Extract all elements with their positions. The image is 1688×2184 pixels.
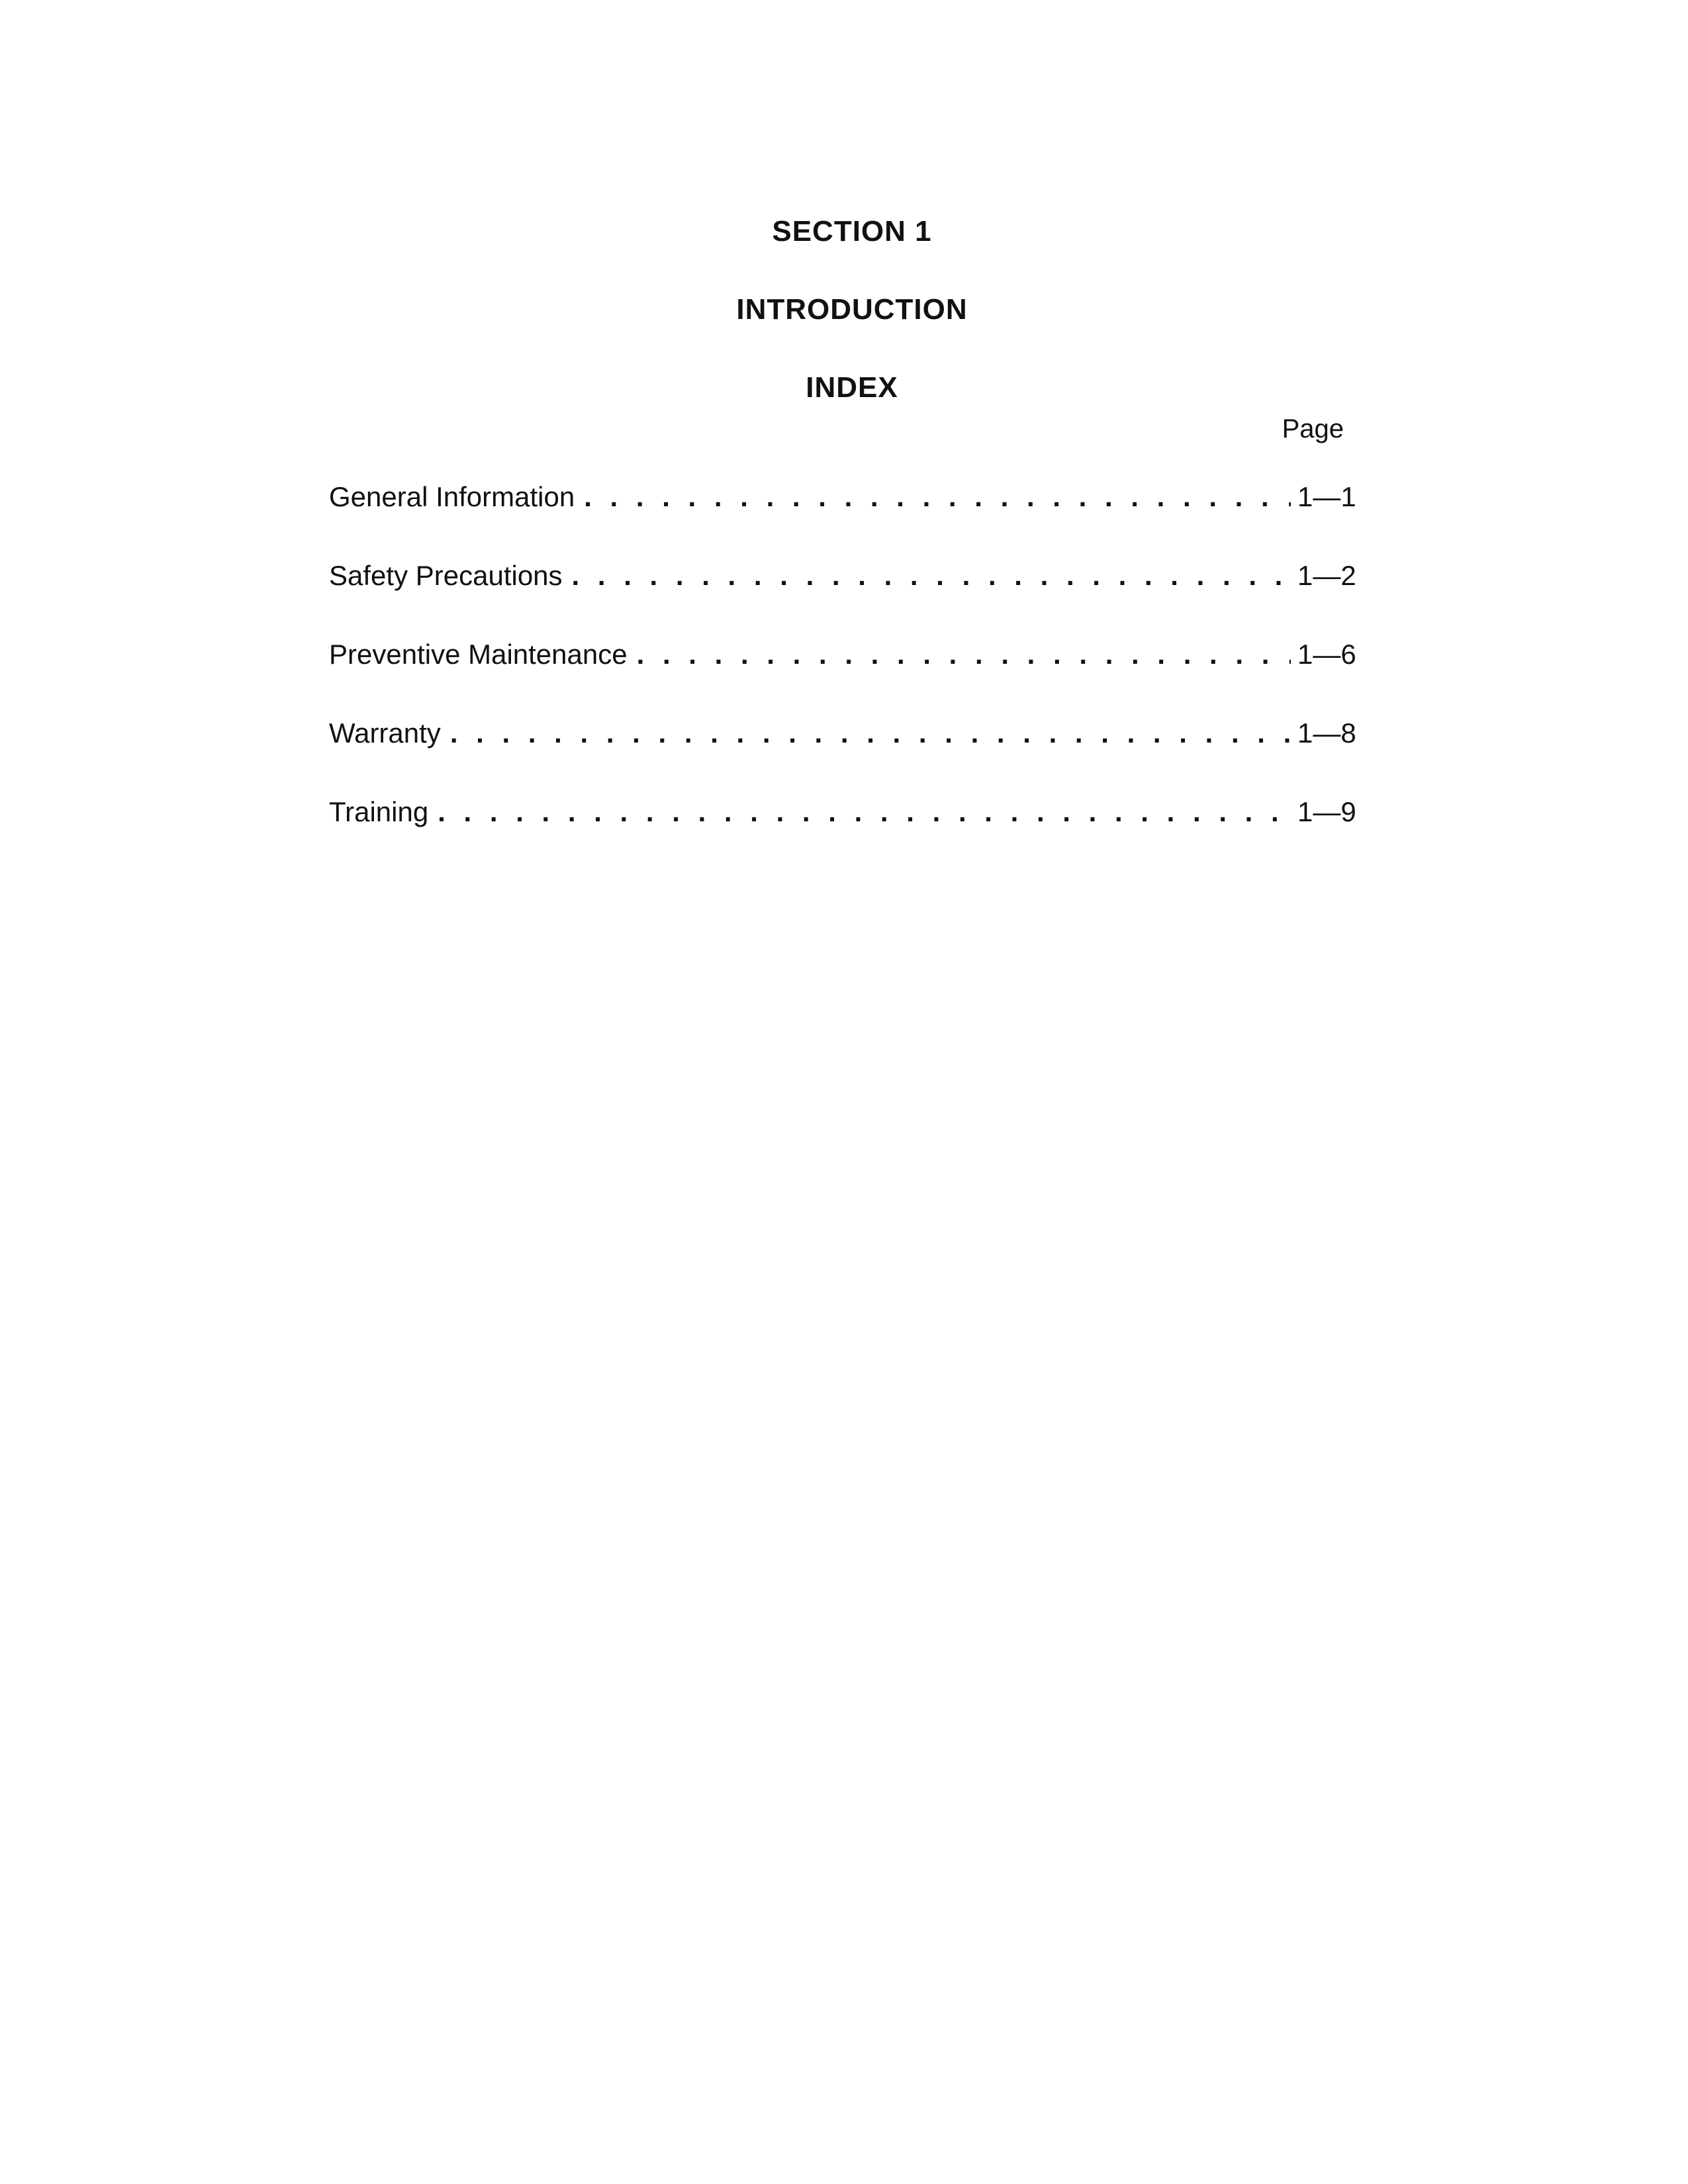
toc-entry-label: Safety Precautions	[329, 560, 563, 591]
table-of-contents	[329, 481, 1356, 877]
index-heading: INDEX	[806, 371, 898, 404]
dot-leader	[637, 641, 1291, 668]
toc-entry-label: Training	[329, 796, 429, 827]
toc-entry-preventive-maintenance[interactable]	[329, 639, 1356, 719]
toc-entry-general-information[interactable]	[329, 481, 1356, 562]
dot-leader	[450, 719, 1291, 747]
dot-leader	[584, 483, 1291, 511]
toc-entry-warranty[interactable]	[329, 717, 1356, 798]
toc-entry-page: 1—2	[1297, 560, 1356, 591]
toc-entry-label: Preventive Maintenance	[329, 639, 628, 670]
toc-entry-page: 1—8	[1297, 717, 1356, 749]
toc-entry-label: Warranty	[329, 717, 441, 749]
dot-leader	[572, 562, 1291, 590]
toc-entry-page: 1—9	[1297, 796, 1356, 827]
toc-entry-page: 1—1	[1297, 481, 1356, 512]
toc-entry-label: General Information	[329, 481, 575, 512]
toc-entry-safety-precautions[interactable]	[329, 560, 1356, 641]
dot-leader	[438, 798, 1291, 826]
page-title: INTRODUCTION	[736, 293, 968, 326]
section-heading: SECTION 1	[772, 215, 932, 248]
toc-entry-training[interactable]	[329, 796, 1356, 877]
page-column-label: Page	[1282, 414, 1344, 443]
toc-entry-page: 1—6	[1297, 639, 1356, 670]
